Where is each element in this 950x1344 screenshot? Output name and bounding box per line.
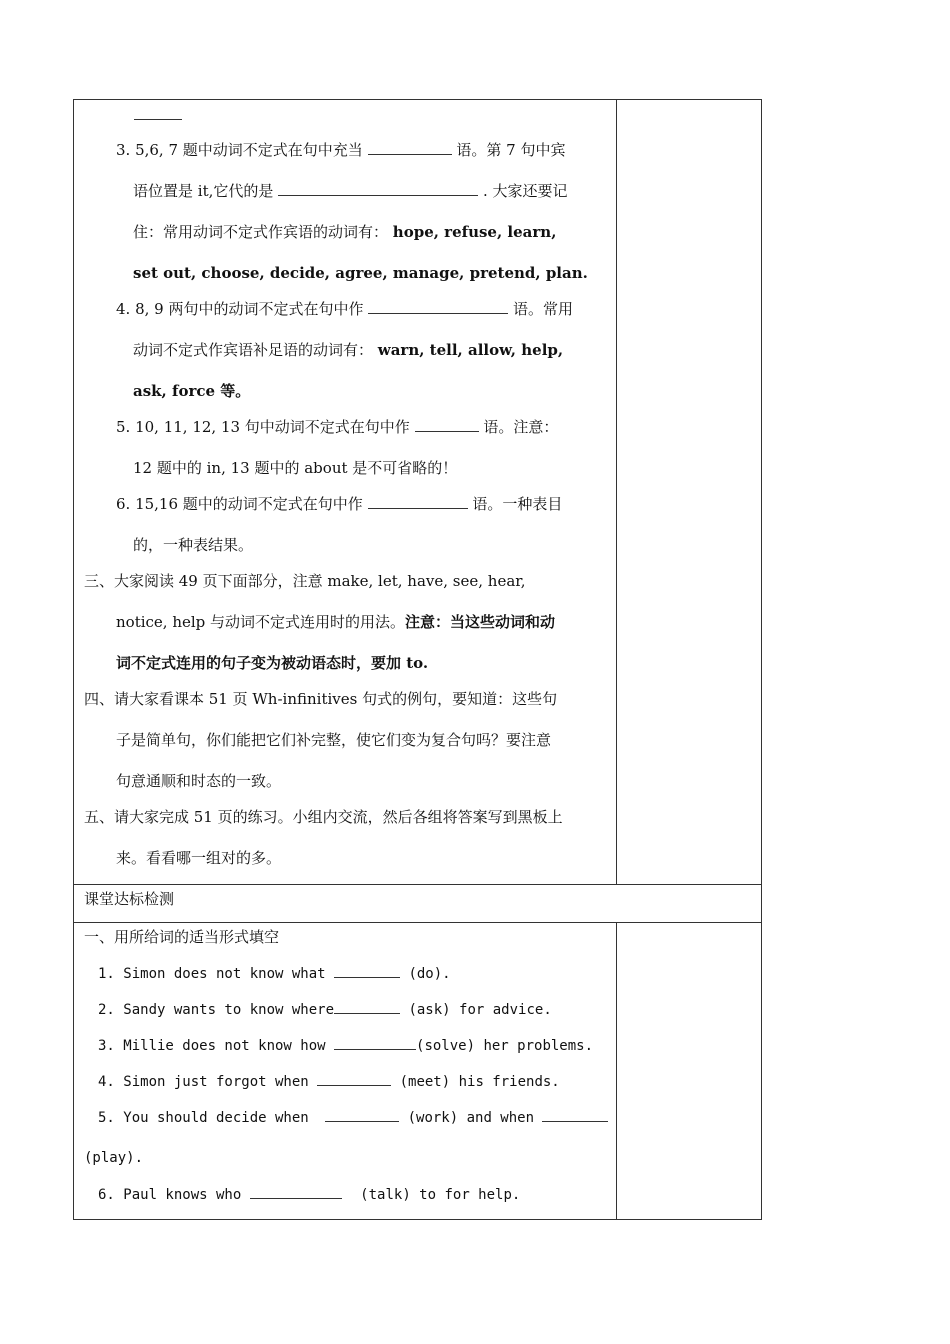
item-wu-text-a: 五、请大家完成 51 页的练习。小组内交流，然后各组将答案写到黑板上 bbox=[84, 808, 563, 826]
answer-blank bbox=[334, 963, 400, 978]
answer-blank bbox=[250, 1184, 342, 1199]
answer-blank bbox=[134, 105, 182, 120]
question-1 bbox=[98, 963, 451, 984]
question-5 bbox=[98, 1107, 608, 1128]
worksheet-table bbox=[73, 99, 762, 1220]
item-3-verbs: hope, refuse, learn, bbox=[392, 223, 557, 241]
item-6-text-b: 语。一种表目 bbox=[472, 495, 563, 513]
item-san-line-1 bbox=[84, 571, 526, 591]
question-5-text: 5. You should decide when bbox=[98, 1110, 309, 1126]
item-4-line-3 bbox=[133, 381, 250, 401]
question-3-hint: (solve) her problems. bbox=[416, 1038, 594, 1054]
item-4-text-a: 4. 8, 9 两句中的动词不定式在句中作 bbox=[116, 300, 364, 318]
item-4-verbs-cont: ask, force 等。 bbox=[133, 382, 251, 400]
item-4-line-2 bbox=[133, 340, 563, 360]
item-si-line-3 bbox=[116, 771, 281, 791]
item-si-line-2 bbox=[116, 730, 551, 750]
item-3-text-e: 住：常用动词不定式作宾语的动词有： bbox=[133, 223, 389, 241]
exercise-cell bbox=[74, 923, 617, 1219]
question-1-hint: (do). bbox=[408, 966, 451, 982]
item-san-note: 注意：当这些动词和动 bbox=[405, 613, 556, 631]
notes-cell bbox=[617, 100, 761, 884]
question-2-text: 2. Sandy wants to know where bbox=[98, 1002, 335, 1018]
item-3-line-4 bbox=[133, 263, 588, 283]
item-si-line-1 bbox=[84, 689, 557, 709]
item-wu-text-b: 来。看看哪一组对的多。 bbox=[116, 849, 282, 867]
question-3 bbox=[98, 1035, 593, 1056]
item-6-text-c: 的，一种表结果。 bbox=[133, 536, 254, 554]
item-6-text-a: 6. 15,16 题中的动词不定式在句中作 bbox=[116, 495, 363, 513]
answer-blank bbox=[317, 1071, 391, 1086]
answer-blank bbox=[334, 1035, 416, 1050]
item-4-text-b: 语。常用 bbox=[513, 300, 574, 318]
instructions-row bbox=[74, 100, 761, 885]
question-3-text: 3. Millie does not know how bbox=[98, 1038, 326, 1054]
question-6-text: 6. Paul knows who bbox=[98, 1187, 242, 1203]
answer-blank bbox=[334, 999, 400, 1014]
answer-blank bbox=[278, 181, 478, 196]
item-3-line-1 bbox=[116, 140, 565, 160]
item-5-text-c: 12 题中的 in, 13 题中的 about 是不可省略的！ bbox=[133, 459, 458, 477]
item-3-text-b: 语。第 7 句中宾 bbox=[456, 141, 566, 159]
item-3-text-a: 3. 5,6, 7 题中动词不定式在句中充当 bbox=[116, 141, 363, 159]
question-2-hint: (ask) for advice. bbox=[408, 1002, 552, 1018]
item-si-text-b: 子是简单句，你们能把它们补完整，使它们变为复合句吗？要注意 bbox=[116, 731, 552, 749]
question-6 bbox=[98, 1184, 520, 1205]
item-3-line-2 bbox=[133, 181, 567, 201]
question-5-hint-2: (play). bbox=[84, 1150, 144, 1166]
item-5-text-b: 语。注意： bbox=[483, 418, 559, 436]
answer-blank bbox=[368, 140, 452, 155]
item-5-text-a: 5. 10, 11, 12, 13 句中动词不定式在句中作 bbox=[116, 418, 410, 436]
section-title: 课堂达标检测 bbox=[84, 890, 175, 908]
item-3-line-3 bbox=[133, 222, 556, 242]
notes-cell bbox=[617, 923, 761, 1219]
item-san-text-a: 三、大家阅读 49 页下面部分，注意 make, let, have, see, hear, bbox=[84, 572, 526, 590]
answer-blank bbox=[542, 1107, 608, 1122]
item-san-line-3 bbox=[116, 653, 428, 673]
item-5-line-2 bbox=[133, 458, 457, 478]
item-5-line-1 bbox=[116, 417, 558, 437]
item-san-text-b: notice, help 与动词不定式连用时的用法。 bbox=[116, 613, 406, 631]
question-5-cont bbox=[84, 1148, 143, 1168]
exercise-row bbox=[74, 923, 761, 1219]
question-4-hint: (meet) his friends. bbox=[399, 1074, 560, 1090]
question-2 bbox=[98, 999, 552, 1020]
answer-blank bbox=[415, 417, 479, 432]
answer-blank bbox=[368, 494, 468, 509]
check-title-row bbox=[74, 885, 761, 923]
exercise-heading: 一、用所给词的适当形式填空 bbox=[84, 928, 280, 946]
answer-blank bbox=[325, 1107, 399, 1122]
item-6-line-2 bbox=[133, 535, 253, 555]
question-5-hint: (work) and when bbox=[407, 1110, 535, 1126]
item-san-note-cont: 词不定式连用的句子变为被动语态时，要加 to. bbox=[116, 654, 429, 672]
instructions-cell bbox=[74, 100, 617, 884]
item-6-line-1 bbox=[116, 494, 562, 514]
question-4-text: 4. Simon just forgot when bbox=[98, 1074, 309, 1090]
answer-blank bbox=[368, 299, 508, 314]
question-1-text: 1. Simon does not know what bbox=[98, 966, 326, 982]
item-san-line-2 bbox=[116, 612, 555, 632]
item-4-text-c: 动词不定式作宾语补足语的动词有： bbox=[133, 341, 374, 359]
item-3-text-d: . 大家还要记 bbox=[482, 182, 568, 200]
item-3-text-c: 语位置是 it,它代的是 bbox=[133, 182, 274, 200]
item-4-line-1 bbox=[116, 299, 573, 319]
item-wu-line-2 bbox=[116, 848, 281, 868]
question-4 bbox=[98, 1071, 560, 1092]
item-si-text-c: 句意通顺和时态的一致。 bbox=[116, 772, 282, 790]
item-4-verbs: warn, tell, allow, help, bbox=[377, 341, 564, 359]
item-3-verbs-cont: set out, choose, decide, agree, manage, pretend, plan. bbox=[133, 264, 588, 282]
item-si-text-a: 四、请大家看课本 51 页 Wh-infinitives 句式的例句，要知道：这些句 bbox=[84, 690, 558, 708]
item-wu-line-1 bbox=[84, 807, 563, 827]
question-6-hint: (talk) to for help. bbox=[360, 1187, 521, 1203]
